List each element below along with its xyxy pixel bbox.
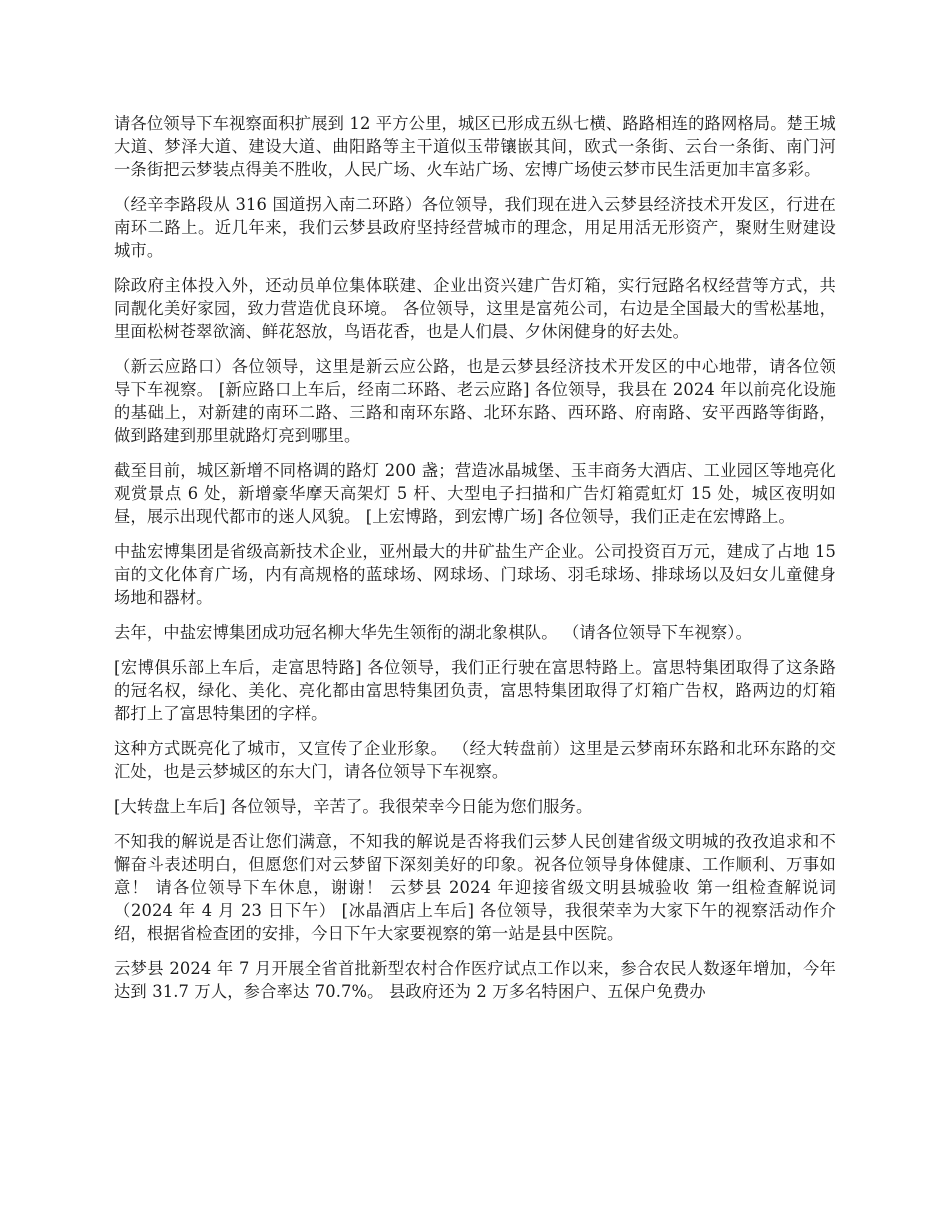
paragraph-11: 不知我的解说是否让您们满意，不知我的解说是否将我们云梦人民创建省级文明城的孜孜追求和不懈奋斗表述明白，但愿您们对云梦留下深刻美好的印象。祝各位领导身体健康、工作顺利、万事如意！ 请各位领导下车休息，谢谢！ 云梦县 2024 年迎接省级文明县城验收 第一组检查解说词 （2024 年 4 月 23 日下午） [冰晶酒店上车后] 各位领导，我很荣幸为大家下午的视察活动作介绍，根据省检查团的安排，今日下午大家要视察的第一站是县中医院。: [114, 832, 836, 943]
paragraph-6: 中盐宏博集团是省级高新技术企业，亚州最大的井矿盐生产企业。公司投资百万元，建成了占地 15 亩的文化体育广场，内有高规格的蓝球场、网球场、门球场、羽毛球场、排球场以及妇女儿童健身场地和器材。: [114, 542, 836, 607]
document-body: [114, 112, 836, 1015]
paragraph-3: 除政府主体投入外，还动员单位集体联建、企业出资兴建广告灯箱，实行冠路名权经营等方式，共同靓化美好家园，致力营造优良环境。 各位领导，这里是富苑公司，右边是全国最大的雪松基地，里面松树苍翠欲滴、鲜花怒放，鸟语花香，也是人们晨、夕休闲健身的好去处。: [114, 276, 836, 341]
paragraph-10: [大转盘上车后] 各位领导，辛苦了。我很荣幸今日能为您们服务。: [114, 797, 593, 816]
paragraph-7: 去年，中盐宏博集团成功冠名柳大华先生领衔的湖北象棋队。 （请各位领导下车视察）。: [114, 623, 753, 642]
paragraph-5: 截至目前，城区新增不同格调的路灯 200 盏；营造冰晶城堡、玉丰商务大酒店、工业园区等地亮化观赏景点 6 处，新增豪华摩天高架灯 5 杆、大型电子扫描和广告灯箱霓虹灯 15 处，城区夜明如昼，展示出现代都市的迷人风貌。 [上宏博路，到宏博广场] 各位领导，我们正走在宏博路上。: [114, 461, 836, 526]
paragraph-9: 这种方式既亮化了城市，又宣传了企业形象。 （经大转盘前）这里是云梦南环东路和北环东路的交汇处，也是云梦城区的东大门，请各位领导下车视察。: [114, 739, 836, 781]
paragraph-2: （经辛李路段从 316 国道拐入南二环路）各位领导，我们现在进入云梦县经济技术开发区，行进在南环二路上。近几年来，我们云梦县政府坚持经营城市的理念，用足用活无形资产，聚财生财建设城市。: [114, 195, 836, 260]
paragraph-8: [宏博俱乐部上车后，走富思特路] 各位领导，我们正行驶在富思特路上。富思特集团取得了这条路的冠名权，绿化、美化、亮化都由富思特集团负责，富思特集团取得了灯箱广告权，路两边的灯箱都打上了富思特集团的字样。: [114, 658, 836, 723]
paragraph-1: 请各位领导下车视察面积扩展到 12 平方公里，城区已形成五纵七横、路路相连的路网格局。楚王城大道、梦泽大道、建设大道、曲阳路等主干道似玉带镶嵌其间，欧式一条街、云台一条街、南门河一条街把云梦装点得美不胜收，人民广场、火车站广场、宏博广场使云梦市民生活更加丰富多彩。: [114, 114, 836, 179]
paragraph-12: 云梦县 2024 年 7 月开展全省首批新型农村合作医疗试点工作以来，参合农民人数逐年增加，今年达到 31.7 万人，参合率达 70.7%。 县政府还为 2 万多名特困户、五保户免费办: [114, 959, 836, 1001]
paragraph-4: （新云应路口）各位领导，这里是新云应公路，也是云梦县经济技术开发区的中心地带，请各位领导下车视察。 [新应路口上车后，经南二环路、老云应路] 各位领导，我县在 2024 年以前亮化设施的基础上，对新建的南环二路、三路和南环东路、北环东路、西环路、府南路、安平西路等街路，做到路建到那里就路灯亮到哪里。: [114, 357, 836, 445]
